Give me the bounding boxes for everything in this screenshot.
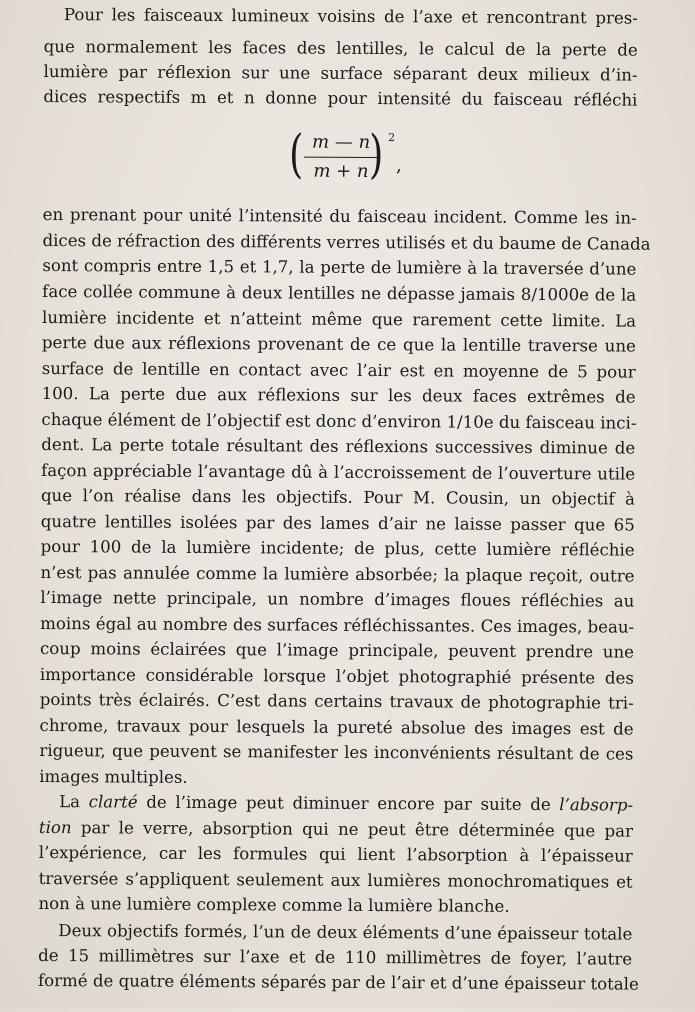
text-line: chaque élément de l’objectif est donc d’environ 1/10e du faisceau inci-	[41, 409, 637, 433]
text-line: de 15 millimètres sur l’axe et de 110 millimètres de foyer, l’autre	[38, 945, 633, 969]
fraction-denominator: m + n	[313, 160, 369, 182]
text-line: 100. La perte due aux réflexions sur les deux faces extrêmes de	[41, 383, 636, 407]
text-line: importance considérable lorsque l’objet photographié présente des	[39, 664, 634, 688]
text-line: façon appréciable l’avantage dû à l’accroissement de l’ouverture utile	[41, 460, 636, 484]
text-line: l’image nette principale, un nombre d’images floues réfléchies au	[40, 587, 635, 611]
text-line: sont compris entre 1,5 et 1,7, la perte de lumière à la traversée d’une	[42, 255, 637, 279]
text-line: surface de lentille en contact avec l’air est en moyenne de 5 pour	[41, 358, 636, 382]
text-line: face collée commune à deux lentilles ne dépasse jamais 8/1000e de la	[42, 281, 637, 305]
formula-comma: ,	[395, 155, 402, 177]
text-line: l’expérience, car les formules qui lient l’absorption à l’épaisseur	[38, 842, 633, 866]
text-line: moins égal au nombre des surfaces réfléchissantes. Ces images, beau-	[40, 613, 635, 637]
text-line	[59, 789, 633, 819]
text-line: dices respectifs m et n donne pour intensité du faisceau réfléchi	[43, 86, 638, 110]
text-line: n’est pas annulée comme la lumière absorbée; la plaque reçoit, outre	[40, 562, 635, 586]
text-line: formé de quatre éléments séparés par de l’air et d’une épaisseur totale	[37, 970, 639, 994]
text-line: que normalement les faces des lentilles, le calcul de la perte de	[43, 36, 638, 60]
text-line: images multiples.	[39, 766, 188, 787]
text-line: dent. La perte totale résultant des réflexions successives diminue de	[41, 434, 636, 458]
italic-term: clarté	[88, 792, 138, 812]
left-paren: (	[288, 124, 304, 185]
text-run: par le verre, absorption qui ne peut être déterminée que par	[71, 818, 633, 841]
fraction-numerator: m — n	[312, 131, 371, 153]
italic-term: tion	[38, 817, 72, 838]
text-run: de l’image peut diminuer encore par suite de	[137, 792, 560, 815]
text-line: lumière incidente et n’atteint même que rarement cette limite. La	[42, 307, 637, 331]
text-line: en prenant pour unité l’intensité du faisceau incident. Comme les in-	[42, 204, 637, 228]
text-line: Deux objectifs formés, l’un de deux éléments d’une épaisseur totale	[58, 921, 633, 944]
italic-term: l’absorp-	[559, 795, 634, 815]
text-line: que l’on réalise dans les objectifs. Pour M. Cousin, un objectif à	[40, 485, 636, 509]
text-line: dices de réfraction des différents verres utilisés et du baume de Canada	[42, 230, 651, 254]
text-line: pour 100 de la lumière incidente; de plus, cette lumière réfléchie	[40, 536, 635, 560]
text-line: quatre lentilles isolées par des lames d’air ne laisse passer que 65	[40, 511, 635, 535]
fraction-bar	[304, 157, 378, 158]
text-line: perte due aux réflexions provenant de ce que la lentille traverse une	[41, 332, 636, 356]
text-run: La	[59, 792, 89, 812]
text-line: lumière par réflexion sur une surface séparant deux milieux d’in-	[43, 61, 638, 85]
text-line: rigueur, que peuvent se manifester les inconvénients résultant de ces	[39, 740, 634, 764]
book-page	[37, 0, 651, 1012]
reflection-formula	[288, 126, 428, 191]
text-line: Pour les faisceaux lumineux voisins de l’axe et rencontrant pres-	[63, 5, 638, 28]
text-line: non à une lumière complexe comme la lumière blanche.	[38, 893, 510, 916]
text-line: points très éclairés. C’est dans certains travaux de photographie tri-	[39, 689, 634, 713]
formula-exponent: 2	[388, 131, 396, 145]
right-paren: )	[368, 124, 384, 186]
text-line: traversée s’appliquent seulement aux lumières monochromatiques et	[38, 868, 633, 892]
text-line: chrome, travaux pour lesquels la pureté absolue des images est de	[39, 715, 634, 739]
text-line: coup moins éclairées que l’image principale, peuvent prendre une	[39, 638, 635, 662]
